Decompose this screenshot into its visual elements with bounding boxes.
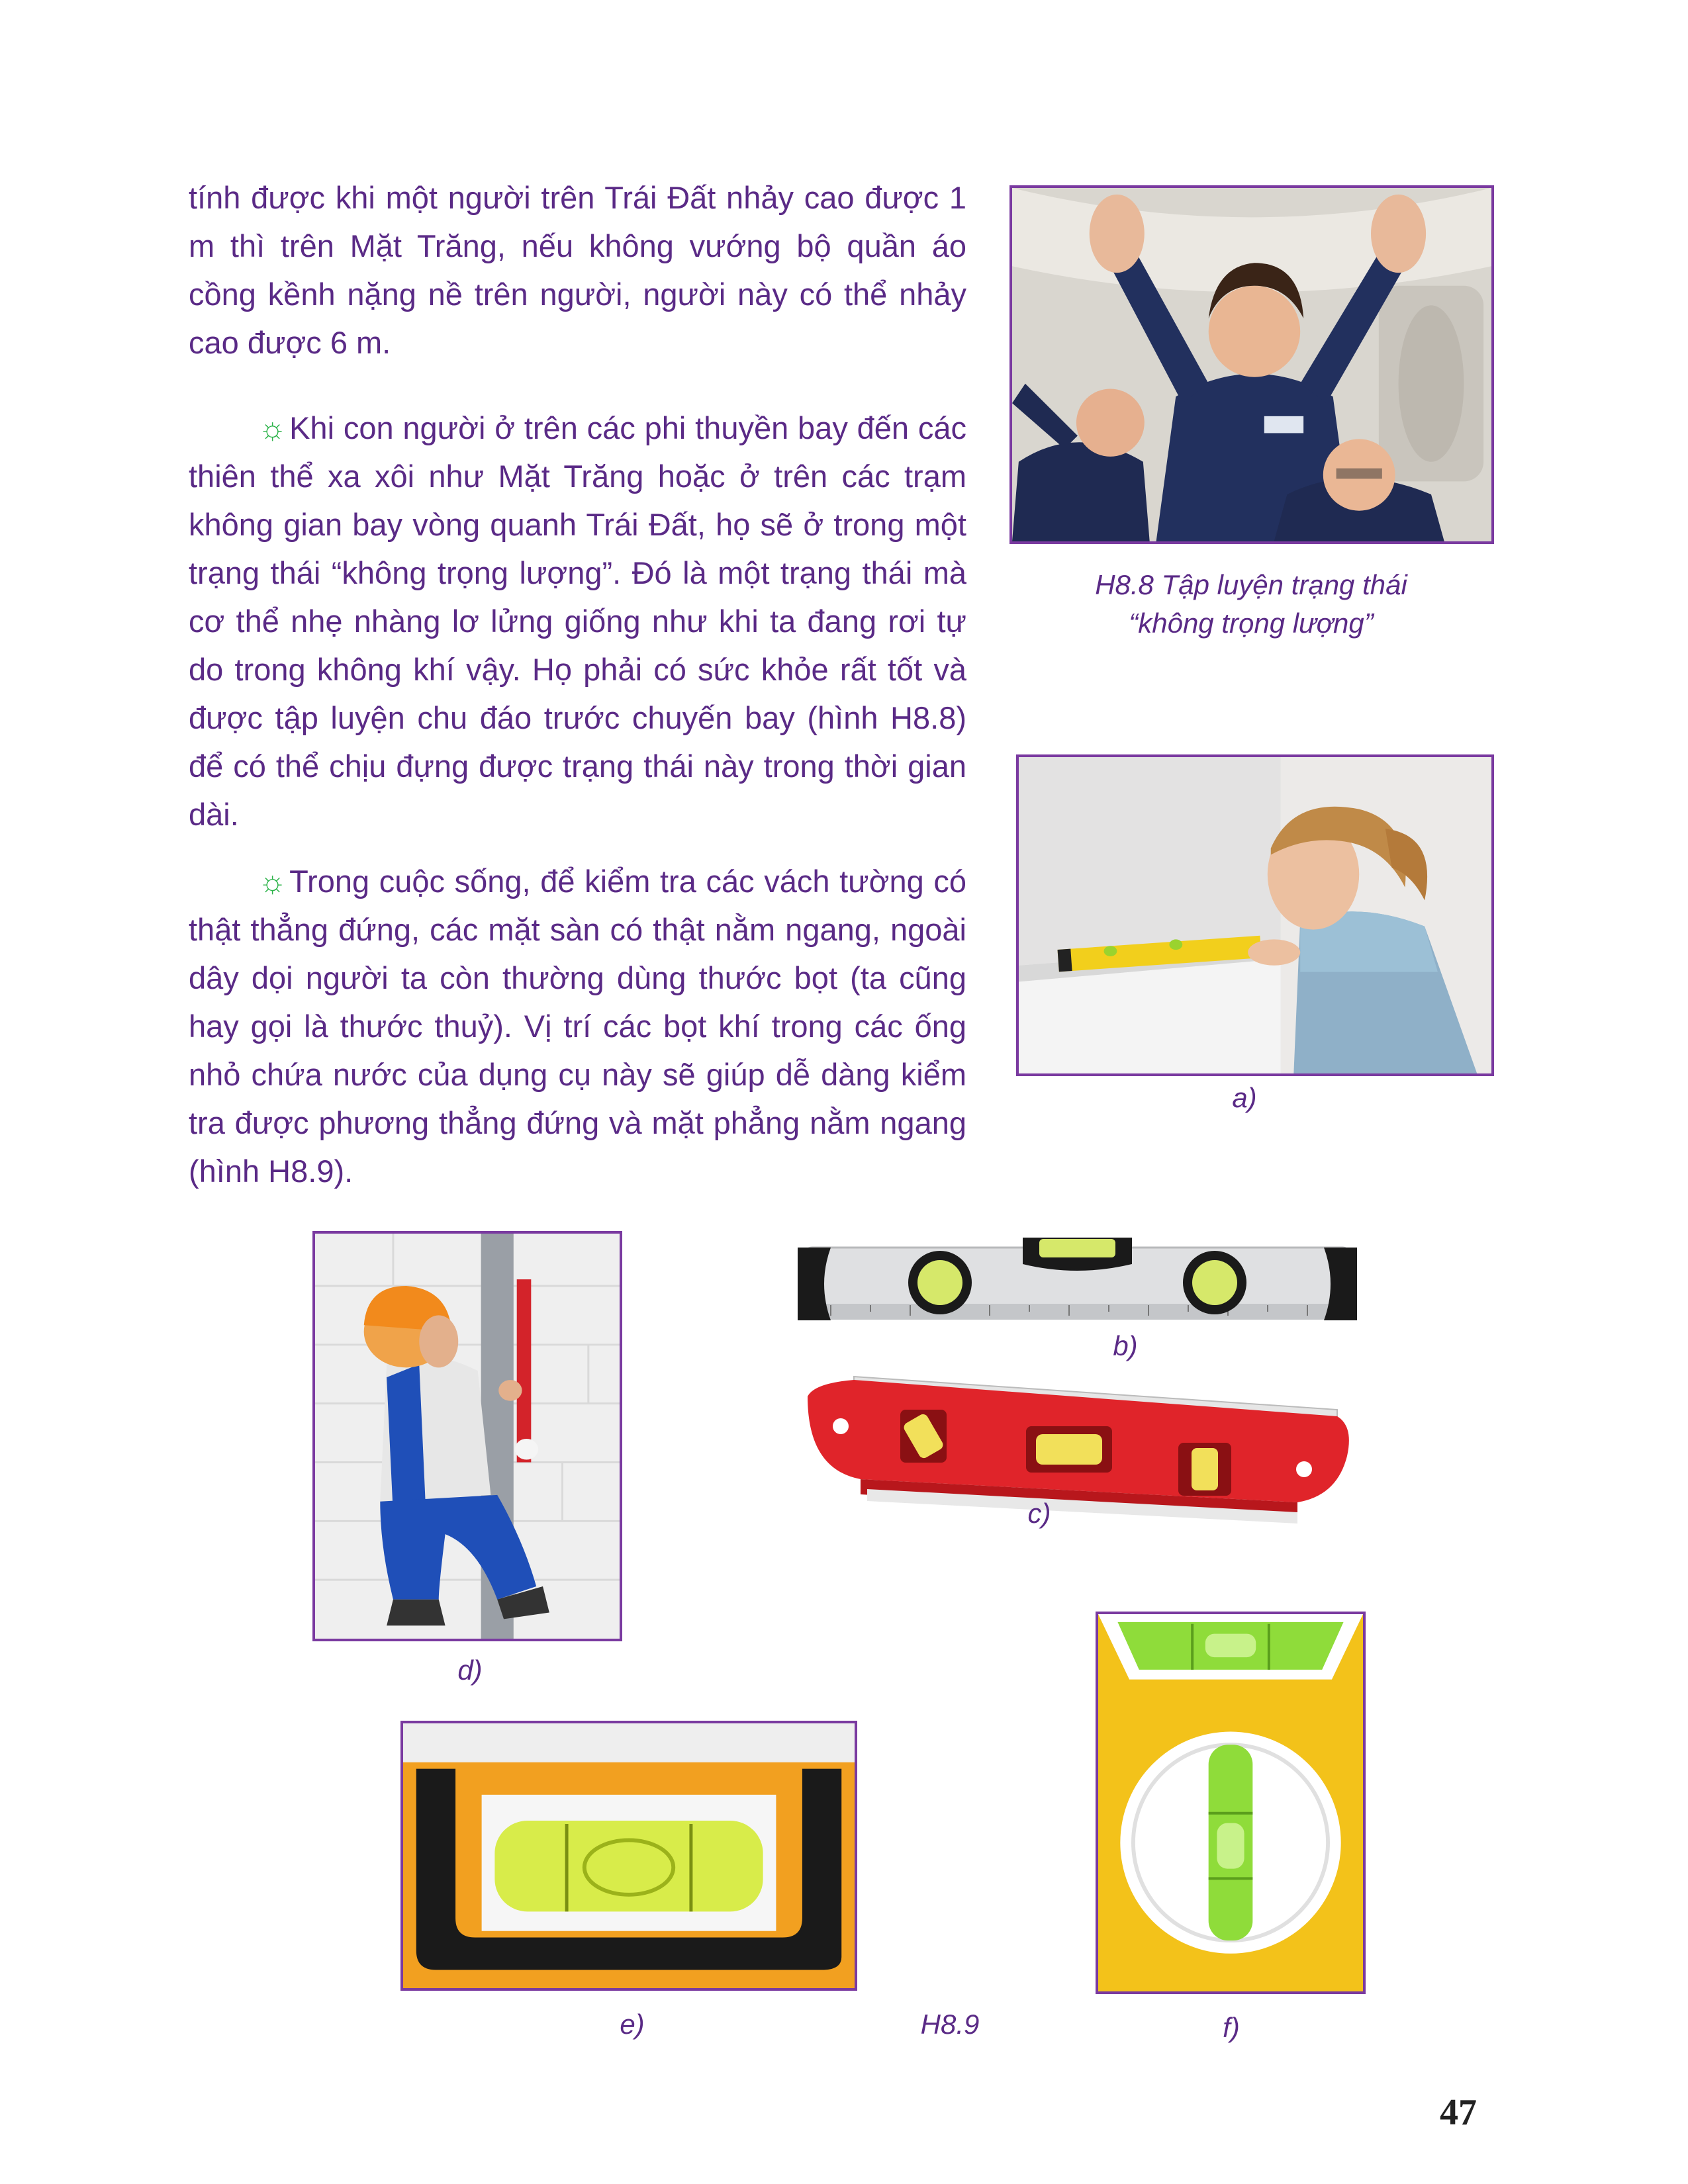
label-d: d): [457, 1655, 483, 1686]
level-vial-closeup-photo: [400, 1721, 857, 1991]
worker-plumb-photo: [312, 1231, 622, 1641]
paragraph-spirit-level-text: Trong cuộc sống, để kiểm tra các vách tường có thật thẳng đứng, các mặt sàn có thật nằm ngang, ngoài dây dọi người ta còn thường dùng thước bọt (ta cũng hay gọi là thước thuỷ). Vị trí các bọt khí trong các ống nhỏ chứa nước của dụng cụ này sẽ giúp dễ dàng kiểm tra được phương thẳng đứng và mặt phẳng nằm ngang (hình H8.9).: [189, 864, 966, 1189]
paragraph-weightlessness: [189, 404, 966, 839]
label-b: b): [1113, 1330, 1138, 1361]
paragraph-jump-height: tính được khi một người trên Trái Đất nhảy cao được 1 m thì trên Mặt Trăng, nếu không vướng bộ quần áo cồng kềnh nặng nề trên người, người này có thể nhảy cao được 6 m.: [189, 180, 966, 360]
woman-spirit-level-photo: [1016, 754, 1494, 1076]
sun-bullet-icon: ☼: [258, 410, 287, 445]
label-f: f): [1223, 2012, 1240, 2043]
figure-h89-caption: H8.9: [920, 2009, 980, 2040]
weightless-training-photo: [1009, 185, 1494, 544]
figure-h88-caption-line1: H8.8 Tập luyện trạng thái: [1095, 569, 1407, 600]
sun-bullet-icon: ☼: [258, 864, 287, 899]
paragraph-spirit-level: [189, 857, 966, 1195]
yellow-level-circle-photo: [1096, 1612, 1366, 1994]
page-number: 47: [1440, 2092, 1477, 2133]
label-a: a): [1232, 1082, 1257, 1113]
aluminium-level-image: [791, 1224, 1364, 1340]
figure-h88-caption: [1019, 566, 1483, 643]
figure-h88-caption-line2: “không trọng lượng”: [1129, 608, 1374, 639]
label-c: c): [1027, 1498, 1051, 1529]
paragraph-weightlessness-text: Khi con người ở trên các phi thuyền bay đến các thiên thể xa xôi như Mặt Trăng hoặc ở trên các trạm không gian bay vòng quanh Trái Đất, họ sẽ ở trong một trạng thái “không trọng lượng”. Đó là một trạng thái mà cơ thể nhẹ nhàng lơ lửng giống như khi ta đang rơi tự do trong không khí vậy. Họ phải có sức khỏe rất tốt và được tập luyện chu đáo trước chuyến bay (hình H8.8) để có thể chịu đựng được trạng thái này trong thời gian dài.: [189, 410, 966, 832]
label-e: e): [620, 2009, 645, 2040]
